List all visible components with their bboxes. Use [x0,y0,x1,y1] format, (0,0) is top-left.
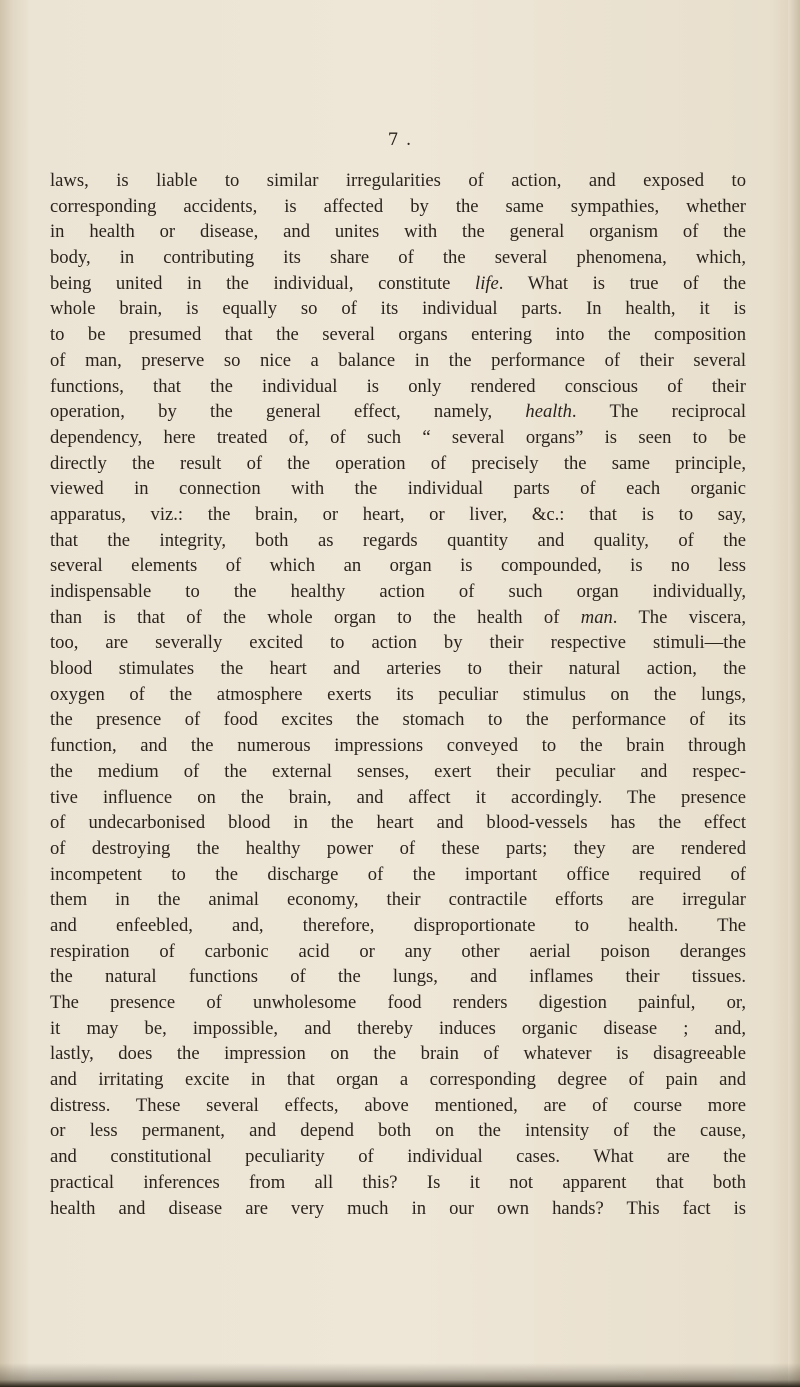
text-line: indispensable to the healthy action of such organ individually, [50,581,746,602]
text-line: than is that of the whole organ to the health of man. The viscera, [50,606,746,628]
text-line: and constitutional peculiarity of individual cases. What are the [50,1146,746,1168]
text-line: viewed in connection with the individual parts of each organic [50,478,746,500]
text-line: corresponding accidents, is affected by the same sympathies, whether [50,195,746,217]
text-line: of man, preserve so nice a balance in the performance of their several [50,349,746,371]
page-left-edge [0,0,14,1387]
text-line: whole brain, is equally so of its individual parts. In health, it is [50,298,746,320]
italic-word: life [475,272,499,294]
text-line: The presence of unwholesome food renders digestion painful, or, [50,992,746,1013]
text-line: distress. These several effects, above mentioned, are of course more [50,1094,746,1116]
text-line: practical inferences from all this? Is it not apparent that both [50,1171,746,1193]
text-line: tive influence on the brain, and affect it accordingly. The presence [50,786,746,808]
text-line: operation, by the general effect, namely, health. The reciprocal [50,401,746,423]
page-right-edge [788,0,800,1387]
text-line: or less permanent, and depend both on the intensity of the cause, [50,1120,746,1142]
text-line: laws, is liable to similar irregularities of action, and exposed to [50,170,746,191]
text-line: to be presumed that the several organs entering into the composition [50,324,746,346]
text-line: and enfeebled, and, therefore, disproportionate to health. The [50,914,746,936]
text-line: health and disease are very much in our own hands? This fact is [50,1197,746,1219]
text-line: blood stimulates the heart and arteries to their natural action, the [50,658,746,680]
text-line: it may be, impossible, and thereby induces organic disease ; and, [50,1017,746,1039]
page-number: 7 . [387,130,413,150]
text-line: the natural functions of the lungs, and inflames their tissues. [50,966,746,988]
text-line: too, are severally excited to action by their respective stimuli—the [50,632,746,654]
text-line: several elements of which an organ is compounded, is no less [50,555,746,577]
text-line: that the integrity, both as regards quantity and quality, of the [50,529,746,551]
text-line: of destroying the healthy power of these parts; they are rendered [50,837,746,859]
text-line: oxygen of the atmosphere exerts its peculiar stimulus on the lungs, [50,683,746,705]
text-line: directly the result of the operation of precisely the same principle, [50,452,746,474]
text-line: being united in the individual, constitute life. What is true of the [50,272,746,294]
text-line: incompetent to the discharge of the important office required of [50,863,746,885]
text-line: the presence of food excites the stomach to the performance of its [50,709,746,731]
italic-word: health [525,401,572,423]
italic-word: man [580,606,613,628]
text-line: in health or disease, and unites with the general organism of the [50,221,746,243]
text-line: dependency, here treated of, of such “ several organs” is seen to be [50,426,746,448]
text-line: functions, that the individual is only rendered conscious of their [50,375,746,397]
text-line: them in the animal economy, their contractile efforts are irregular [50,889,746,911]
body-paragraph [50,168,746,1221]
text-line: and irritating excite in that organ a corresponding degree of pain and [50,1069,746,1091]
page-bottom-shadow [0,1363,800,1387]
text-line: function, and the numerous impressions conveyed to the brain through [50,735,746,757]
text-line: apparatus, viz.: the brain, or heart, or liver, &c.: that is to say, [50,503,746,525]
text-line: the medium of the external senses, exert their peculiar and respec- [50,760,746,782]
text-line: respiration of carbonic acid or any other aerial poison deranges [50,940,746,962]
text-line: lastly, does the impression on the brain of whatever is disagreeable [50,1043,746,1065]
text-line: of undecarbonised blood in the heart and blood-vessels has the effect [50,812,746,834]
text-line: body, in contributing its share of the several phenomena, which, [50,247,746,269]
